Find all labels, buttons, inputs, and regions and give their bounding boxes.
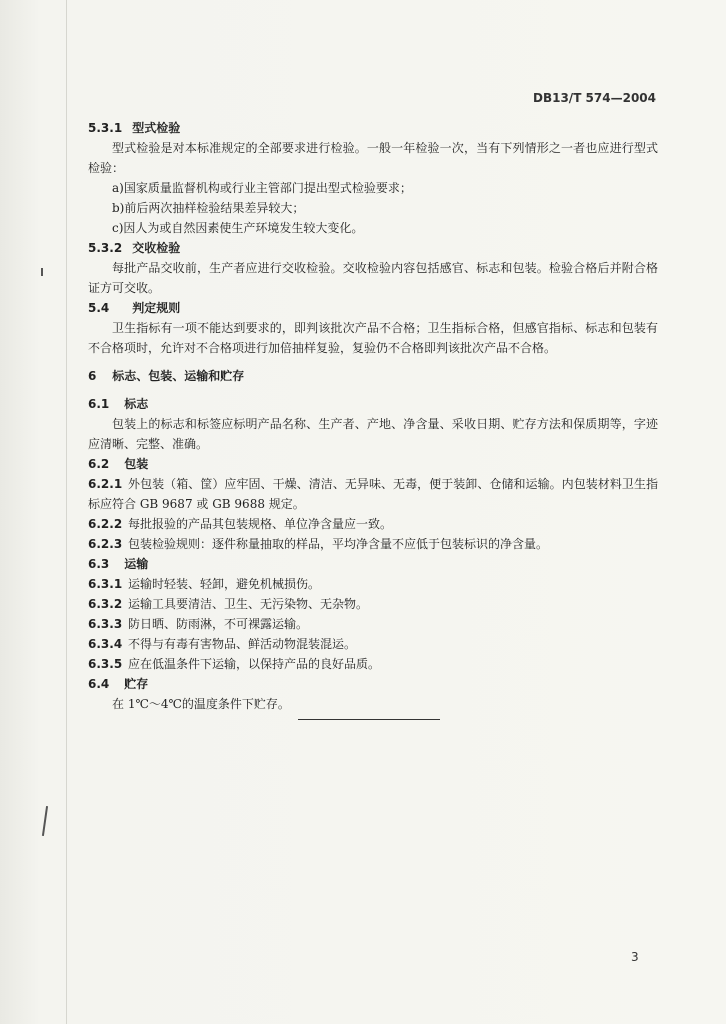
clause: 6.3.4 不得与有毒有害物品、鲜活动物混装混运。 — [88, 637, 357, 651]
clause: 6.3.3 防日晒、防雨淋，不可裸露运输。 — [88, 617, 309, 631]
paragraph: 包装上的标志和标签应标明产品名称、生产者、产地、净含量、采收日期、贮存方法和保质期等，字迹应清晰、完整、准确。 — [88, 417, 658, 451]
clause: 6.2.3 包装检验规则：逐件称量抽取的样品，平均净含量不应低于包装标识的净含量。 — [88, 537, 549, 551]
section-heading: 6.3 运输 — [88, 557, 149, 571]
paragraph: 卫生指标有一项不能达到要求的，即判该批次产品不合格；卫生指标合格，但感官指标、标志和包装有不合格项时，允许对不合格项进行加倍抽样复验，复验仍不合格即判该批次产品不合格。 — [88, 321, 658, 355]
list-item: a)国家质量监督机构或行业主管部门提出型式检验要求； — [112, 181, 412, 195]
page-number: 3 — [631, 950, 639, 964]
clause: 6.3.2 运输工具要清洁、卫生、无污染物、无杂物。 — [88, 597, 369, 611]
scan-mark — [42, 806, 48, 836]
section-heading: 5.3.1 型式检验 — [88, 121, 181, 135]
section-heading: 6.1 标志 — [88, 397, 149, 411]
clause: 6.3.1 运输时轻装、轻卸，避免机械损伤。 — [88, 577, 321, 591]
section-heading: 5.4 判定规则 — [88, 301, 181, 315]
section-heading: 6.2 包装 — [88, 457, 149, 471]
clause: 6.2.2 每批报验的产品其包装规格、单位净含量应一致。 — [88, 517, 393, 531]
standard-code: DB13/T 574—2004 — [533, 91, 656, 105]
end-rule — [298, 719, 440, 720]
paragraph: 每批产品交收前，生产者应进行交收检验。交收检验内容包括感官、标志和包装。检验合格后并附合格证方可交收。 — [88, 261, 658, 295]
binding-edge — [66, 0, 67, 1024]
paragraph: 型式检验是对本标准规定的全部要求进行检验。一般一年检验一次，当有下列情形之一者也应进行型式检验： — [88, 141, 658, 175]
paragraph: 在 1℃～4℃的温度条件下贮存。 — [112, 697, 290, 711]
clause: 6.2.1 外包装（箱、筐）应牢固、干燥、清洁、无异味、无毒，便于装卸、仓储和运输。内包装材料卫生指标应符合 GB 9687 或 GB 9688 规定。 — [88, 477, 658, 511]
clause: 6.3.5 应在低温条件下运输，以保持产品的良好品质。 — [88, 657, 381, 671]
scan-mark — [41, 268, 43, 276]
document-body — [88, 118, 658, 714]
chapter-heading: 6 标志、包装、运输和贮存 — [88, 369, 245, 383]
list-item: b)前后两次抽样检验结果差异较大； — [112, 201, 305, 215]
section-heading: 6.4 贮存 — [88, 677, 149, 691]
list-item: c)因人为或自然因素使生产环境发生较大变化。 — [112, 221, 364, 235]
section-heading: 5.3.2 交收检验 — [88, 241, 181, 255]
